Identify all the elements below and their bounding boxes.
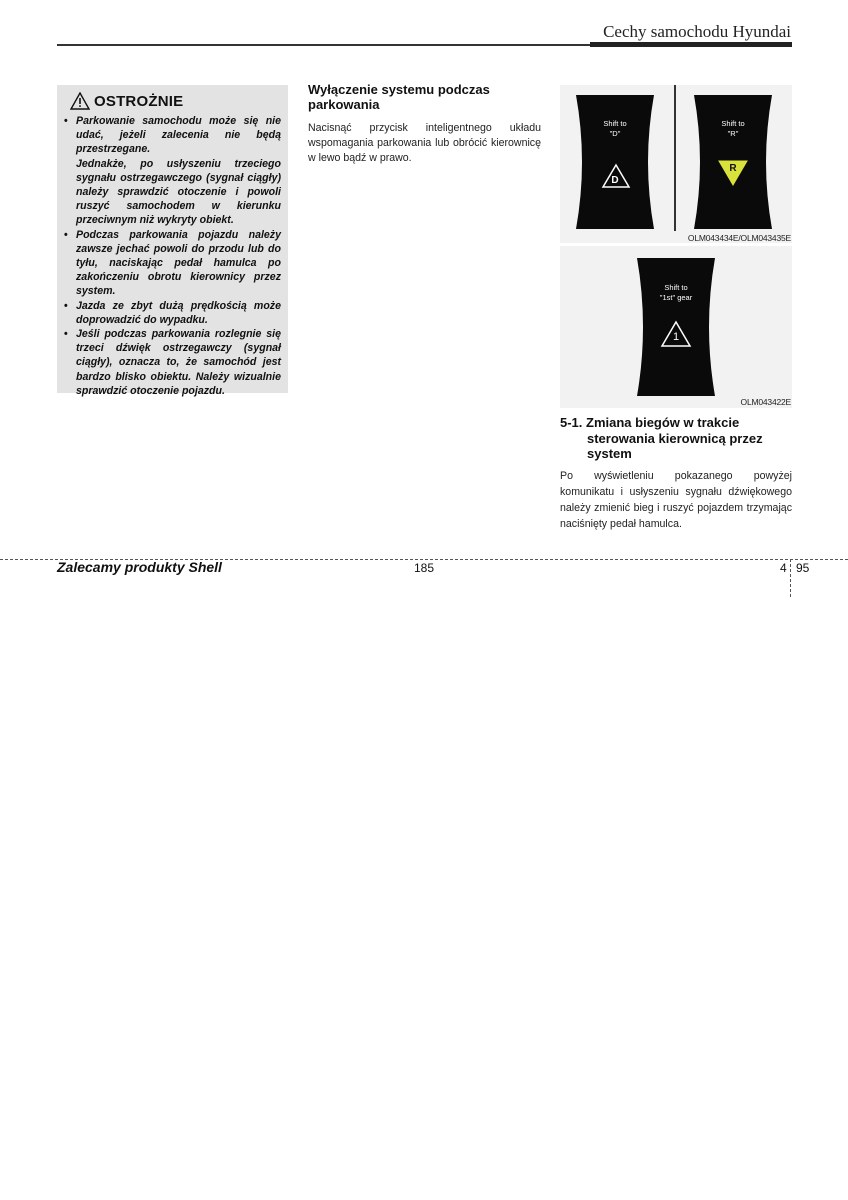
bullet: • bbox=[64, 228, 68, 241]
caution-item bbox=[64, 228, 281, 299]
footer-chapter-page: 95 bbox=[796, 561, 810, 575]
caution-item-text: Podczas parkowania pojazdu należy zawsze jechać powoli do przodu lub do tyłu, naciskając pedał hamulca po zakończeniu obrotu kierownicy przez system. bbox=[76, 228, 281, 298]
panel-line-2: "R" bbox=[727, 129, 739, 138]
warning-triangle-icon bbox=[70, 92, 90, 110]
footer-page-number: 185 bbox=[414, 561, 435, 575]
panel-line-2: "1st" gear bbox=[659, 293, 693, 302]
panel-line-1: Shift to bbox=[603, 119, 627, 128]
caution-item bbox=[64, 299, 281, 327]
section-body: Po wyświetleniu pokazanego powyżej komunikatu i usłyszeniu sygnału dźwiękowego należy zmienić bieg i ruszyć pojazdem trzymając naciśnięty pedał hamulca. bbox=[560, 469, 792, 530]
section-body: Nacisnąć przycisk inteligentnego układu wspomagania parkowania lub obrócić kierownicę w lewo bądź w prawo. bbox=[308, 122, 541, 164]
section-heading: 5-1. Zmiana biegów w trakcie sterowania kierownicą przez system bbox=[560, 415, 763, 461]
figure-divider bbox=[674, 85, 676, 231]
caution-item bbox=[64, 114, 281, 228]
bullet: • bbox=[64, 328, 68, 341]
caution-item bbox=[64, 327, 281, 398]
page-header-title: Cechy samochodu Hyundai bbox=[603, 22, 791, 41]
display-panel-shift-1st bbox=[635, 256, 717, 398]
panel-shape bbox=[574, 93, 656, 231]
middle-column bbox=[308, 82, 541, 166]
display-panel-shift-d bbox=[574, 93, 656, 231]
caution-box bbox=[57, 85, 288, 397]
figure-code: OLM043434E/OLM043435E bbox=[687, 233, 791, 243]
figure-shift-1st bbox=[560, 246, 792, 408]
caution-header bbox=[70, 92, 281, 110]
panel-symbol: D bbox=[611, 175, 619, 186]
panel-line-1: Shift to bbox=[664, 283, 688, 292]
panel-line-1: Shift to bbox=[721, 119, 745, 128]
section-heading: Wyłączenie systemu podczas parkowania bbox=[308, 82, 490, 112]
footer-brand-text: Zalecamy produkty Shell bbox=[57, 559, 222, 575]
header-rule-accent bbox=[590, 42, 792, 47]
panel-symbol: 1 bbox=[672, 331, 680, 343]
footer-vertical-rule bbox=[790, 559, 791, 597]
caution-item-text: Jazda ze zbyt dużą prędkością może doprowadzić do wypadku. bbox=[76, 299, 281, 326]
caution-item-continuation: Jednakże, po usłyszeniu trzeciego sygnału ostrzegawczego (sygnał ciągły) należy sprawdzić otoczenie i powoli ruszyć samochodem w kierunku przeciwnym niż wykryty obiekt. bbox=[76, 157, 281, 227]
bullet: • bbox=[64, 115, 68, 127]
bullet: • bbox=[64, 299, 68, 312]
figure-code: OLM043422E bbox=[740, 397, 791, 407]
section-shift-during-steering bbox=[560, 415, 792, 532]
figure-shift-d-r bbox=[560, 85, 792, 243]
panel-symbol: R bbox=[729, 163, 737, 174]
panel-line-2: "D" bbox=[609, 129, 621, 138]
display-panel-shift-r bbox=[692, 93, 774, 231]
caution-title: OSTROŻNIE bbox=[94, 92, 184, 110]
caution-item-text: Jeśli podczas parkowania rozlegnie się trzeci dźwięk ostrzegawczy (sygnał ciągły), oznacza to, że samochód jest bardzo blisko obiektu. Należy wizualnie sprawdzić otoczenie pojazdu. bbox=[76, 328, 281, 397]
footer-chapter-number: 4 bbox=[780, 561, 787, 575]
caution-list bbox=[64, 114, 281, 398]
caution-item-text: Parkowanie samochodu może się nie udać, jeżeli zalecenia nie będą przestrzegane. bbox=[76, 115, 281, 156]
